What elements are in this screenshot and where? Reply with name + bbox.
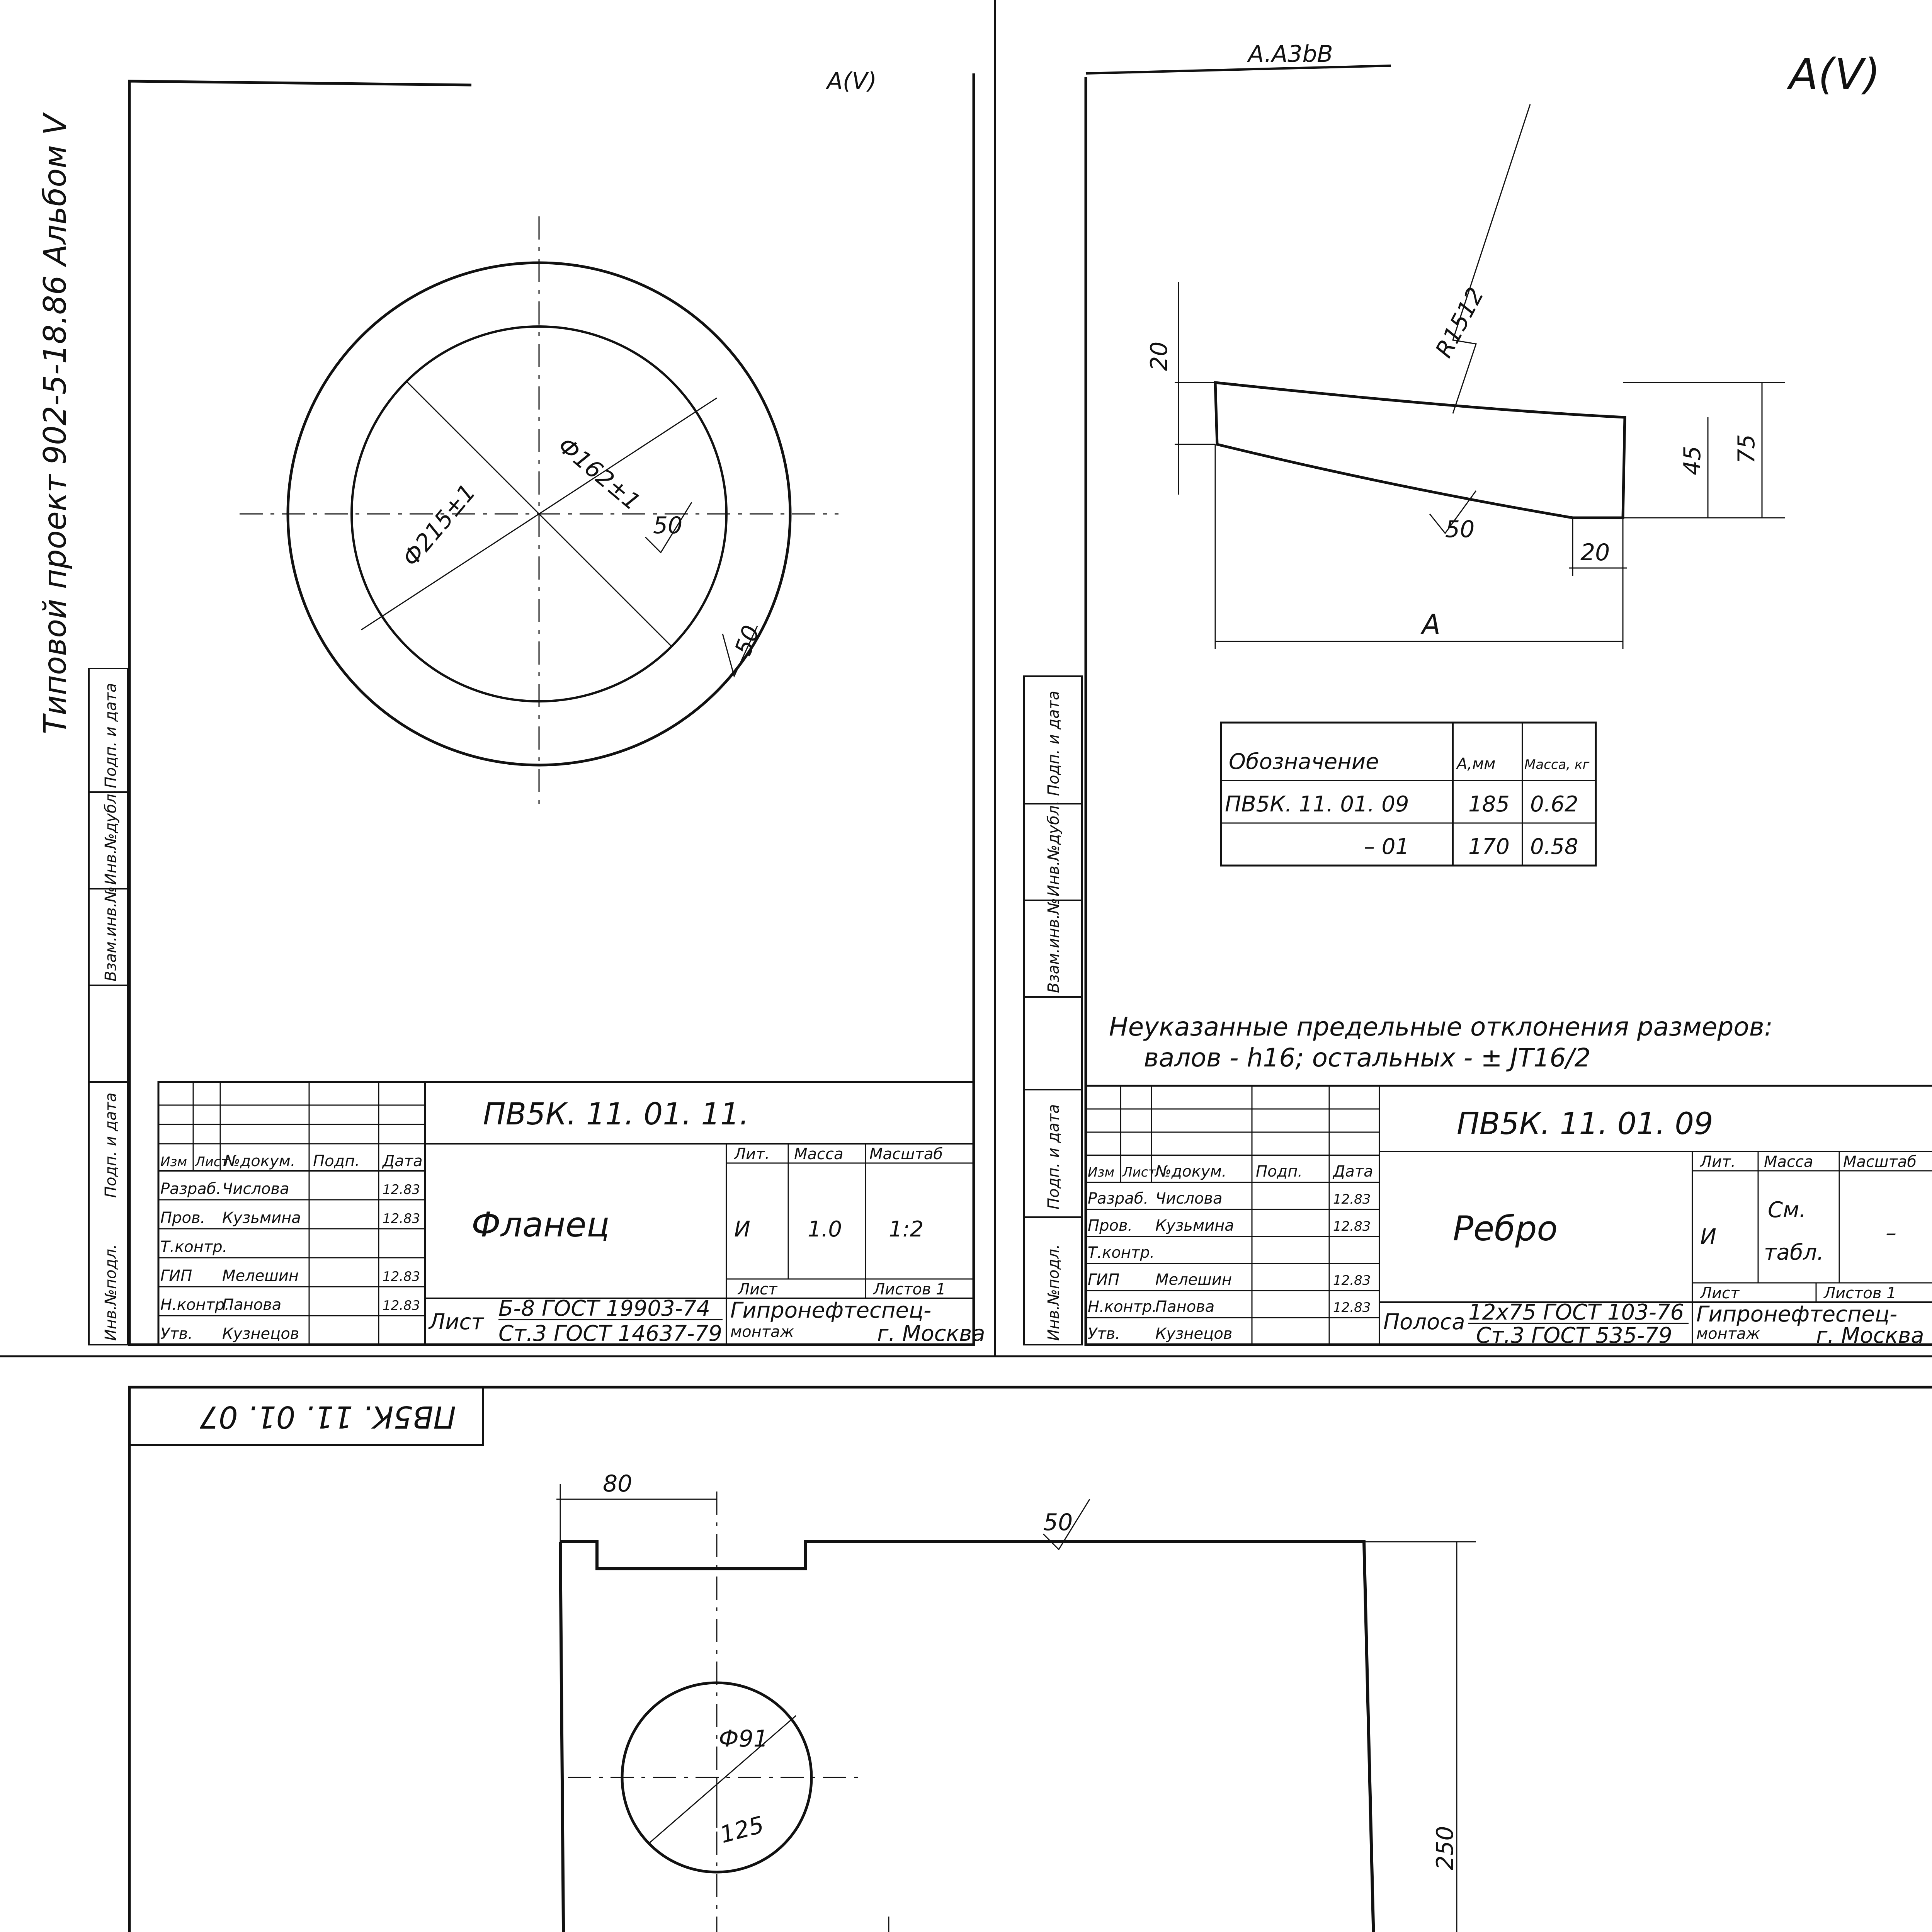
org-line1: Гипронефтеспец- <box>730 1298 932 1323</box>
flange-scale: 1:2 <box>889 1217 924 1242</box>
table-cell: 0.62 <box>1530 792 1578 817</box>
dim-roughness-2: 50 <box>730 622 765 659</box>
org-city: г. Москва <box>877 1321 985 1346</box>
org-city: г. Москва <box>1816 1323 1924 1348</box>
table-cell: 0.58 <box>1530 834 1578 859</box>
dim-rough-rib: 50 <box>1445 516 1475 543</box>
flange-name: Фланец <box>471 1205 610 1245</box>
dim-radius: R1512 <box>1430 283 1490 362</box>
dim-80: 80 <box>603 1470 633 1497</box>
staff-name: Мелешин <box>222 1267 299 1285</box>
hdr-lit: Лит. <box>1700 1153 1736 1171</box>
side-label-podp2: Подп. и дата <box>1045 1104 1063 1209</box>
dim-outer-diameter: Ф215±1 <box>397 479 481 572</box>
hdr-sign: Подп. <box>313 1152 360 1170</box>
staff-name: Числова <box>1155 1190 1223 1208</box>
hdr-sheet: Лист <box>738 1281 777 1298</box>
rib-material-prefix: Полоса <box>1383 1310 1465 1335</box>
staff-name: Панова <box>1155 1298 1215 1316</box>
staff-role: Разраб. <box>160 1180 221 1198</box>
hdr-sheet: Лист <box>1700 1284 1740 1302</box>
dim-roughness-1: 50 <box>653 512 683 539</box>
rib-code: ПВ5К. 11. 01. 09 <box>1457 1107 1713 1141</box>
hdr-date: Дата <box>383 1152 423 1170</box>
rib-material-top: 12х75 ГОСТ 103-76 <box>1468 1300 1684 1325</box>
org-line1: Гипронефтеспец- <box>1696 1302 1898 1327</box>
dim-hole: Ф91 <box>719 1725 768 1752</box>
hdr-mass: Масса <box>794 1145 844 1163</box>
staff-date: 12.83 <box>383 1298 420 1313</box>
org-line2: монтаж <box>1696 1325 1760 1343</box>
hdr-izm: Изм <box>1088 1165 1115 1180</box>
rib-mass-top: См. <box>1768 1197 1806 1223</box>
table-cell: 170 <box>1468 834 1510 859</box>
flange-sheets: Листов 1 <box>873 1281 946 1298</box>
dim-h45: 45 <box>1679 446 1706 475</box>
rib-mass-bottom: табл. <box>1764 1240 1824 1265</box>
staff-date: 12.83 <box>383 1269 420 1284</box>
hdr-izm: Изм <box>160 1154 187 1170</box>
dim-rough-plate: 50 <box>1043 1509 1073 1536</box>
side-label-podp: Подп. и дата <box>102 683 120 788</box>
table-header: Масса, кг <box>1524 757 1590 772</box>
side-label-vzam: Взам.инв.№ <box>102 886 120 981</box>
hdr-doc: №докум. <box>1155 1163 1227 1180</box>
hdr-doc: №докум. <box>224 1152 296 1170</box>
rib-note-line1: Неуказанные предельные отклонения размеров: <box>1109 1012 1773 1042</box>
staff-role: Н.контр. <box>160 1296 230 1314</box>
staff-role: ГИП <box>160 1267 192 1285</box>
side-label-inv-dubl: Инв.№дубл. <box>102 789 120 885</box>
hdr-scale: Масштаб <box>1843 1153 1917 1171</box>
title-block-flange <box>158 1082 985 1346</box>
side-label-inv-podl: Инв.№подл. <box>102 1244 120 1341</box>
table-cell: ПВ5К. 11. 01. 09 <box>1225 792 1409 817</box>
title-block-rib <box>1086 1086 1932 1348</box>
staff-name: Мелешин <box>1155 1271 1232 1289</box>
rib-table <box>1221 723 1596 866</box>
dim-125: 125 <box>717 1811 767 1849</box>
corner-mark-left: A(V) <box>827 68 877 95</box>
rib-scale: – <box>1886 1221 1896 1246</box>
hdr-scale: Масштаб <box>869 1145 943 1163</box>
staff-name: Кузьмина <box>1155 1217 1234 1235</box>
staff-date: 12.83 <box>1333 1300 1371 1315</box>
rib-name: Ребро <box>1453 1209 1558 1248</box>
staff-role: Пров. <box>1088 1217 1133 1235</box>
side-label-inv-podl: Инв.№подл. <box>1045 1244 1063 1341</box>
dim-w20: 20 <box>1580 539 1610 566</box>
flange-material-bottom: Ст.3 ГОСТ 14637-79 <box>498 1321 722 1346</box>
staff-date: 12.83 <box>383 1182 420 1197</box>
plate-code-mirrored: ПВ5К. 11. 01. 07 <box>199 1399 456 1434</box>
staff-name: Кузьмина <box>222 1209 301 1227</box>
staff-role: Утв. <box>1088 1325 1120 1343</box>
side-note: Типовой проект 902-5-18.86 Альбом V <box>37 114 73 734</box>
staff-name: Панова <box>222 1296 282 1314</box>
staff-role: ГИП <box>1088 1271 1120 1289</box>
side-label-inv-dubl: Инв.№дубл. <box>1045 800 1063 896</box>
flange-lit: И <box>734 1217 750 1242</box>
rib-note-line2: валов - h16; остальных - ± JT16/2 <box>1144 1043 1591 1073</box>
flange-mass: 1.0 <box>808 1217 842 1242</box>
staff-date: 12.83 <box>383 1211 420 1226</box>
side-label-podp2: Подп. и дата <box>102 1092 120 1198</box>
table-cell: – 01 <box>1364 834 1410 859</box>
dim-inner-diameter: Ф162±1 <box>553 432 646 516</box>
hdr-list: Лист <box>1122 1165 1156 1180</box>
staff-role: Пров. <box>160 1209 206 1227</box>
hdr-mass: Масса <box>1764 1153 1813 1171</box>
drawing-plate <box>87 1387 1932 1932</box>
table-cell: 185 <box>1468 792 1510 817</box>
rib-sheets: Листов 1 <box>1824 1284 1896 1302</box>
staff-date: 12.83 <box>1333 1192 1371 1207</box>
staff-date: 12.83 <box>1333 1219 1371 1234</box>
dim-250: 250 <box>1432 1826 1459 1870</box>
staff-date: 12.83 <box>1333 1273 1371 1288</box>
hdr-lit: Лит. <box>734 1145 770 1163</box>
table-header: Обозначение <box>1229 749 1379 774</box>
flange-material-prefix: Лист <box>429 1310 484 1335</box>
rib-material-bottom: Ст.3 ГОСТ 535-79 <box>1476 1323 1672 1348</box>
staff-role: Разраб. <box>1088 1190 1149 1208</box>
staff-role: Т.контр. <box>1088 1244 1155 1262</box>
flange-material-top: Б-8 ГОСТ 19903-74 <box>498 1296 711 1321</box>
hdr-sign: Подп. <box>1256 1163 1303 1180</box>
table-header: А,мм <box>1457 755 1496 773</box>
corner-mark-top: A.A3bB <box>1248 41 1333 68</box>
dim-length: A <box>1422 609 1440 640</box>
dim-h20: 20 <box>1146 341 1173 371</box>
drawing-flange <box>89 68 985 1346</box>
org-line2: монтаж <box>730 1323 794 1341</box>
rib-lit: И <box>1700 1225 1716 1250</box>
staff-role: Т.контр. <box>160 1238 228 1256</box>
staff-role: Н.контр. <box>1088 1298 1157 1316</box>
hdr-list: Лист <box>195 1154 229 1170</box>
staff-name: Кузнецов <box>1155 1325 1233 1343</box>
staff-role: Утв. <box>160 1325 193 1343</box>
side-label-vzam: Взам.инв.№ <box>1045 898 1063 993</box>
hdr-date: Дата <box>1333 1163 1373 1180</box>
flange-code: ПВ5К. 11. 01. 11. <box>483 1097 749 1132</box>
drawing-rib <box>1024 41 1932 1348</box>
side-label-podp: Подп. и дата <box>1045 690 1063 796</box>
staff-name: Числова <box>222 1180 289 1198</box>
dim-h75: 75 <box>1733 434 1760 464</box>
staff-name: Кузнецов <box>222 1325 299 1343</box>
corner-mark-right: A(V) <box>1789 49 1881 99</box>
